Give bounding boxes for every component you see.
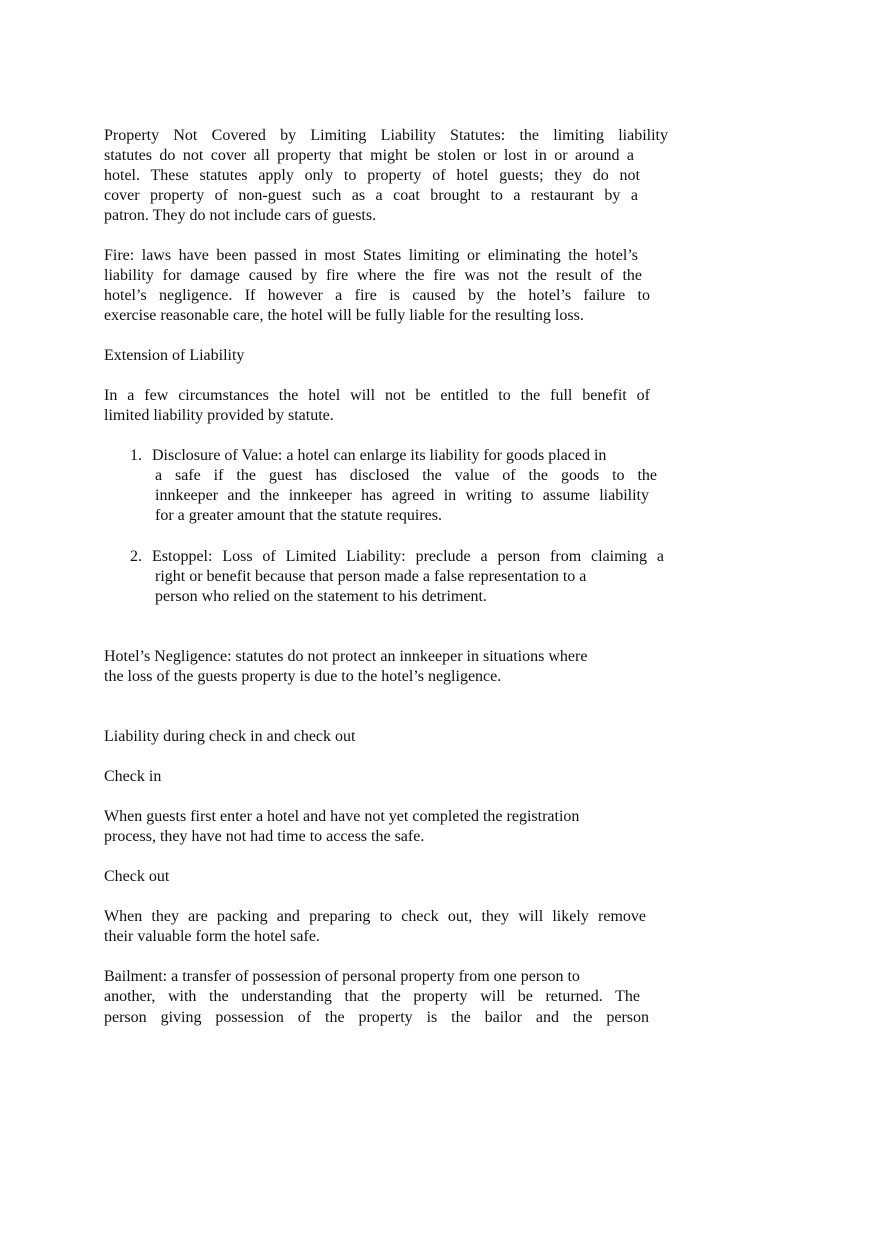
text-line: for a greater amount that the statute requires. (155, 507, 442, 524)
text-line: Disclosure of Value: a hotel can enlarge its liability for goods placed in (152, 447, 607, 464)
text-line: statutes do not cover all property that might be stolen or lost in or around a (104, 147, 634, 164)
text-line: exercise reasonable care, the hotel will be fully liable for the resulting loss. (104, 307, 584, 324)
text-line: process, they have not had time to access the safe. (104, 828, 425, 845)
subheading-check-out: Check out (104, 868, 170, 885)
subheading-check-in: Check in (104, 768, 162, 785)
text-line: limited liability provided by statute. (104, 407, 334, 424)
text-line: the loss of the guests property is due to the hotel’s negligence. (104, 668, 502, 685)
text-line: patron. They do not include cars of guests. (104, 207, 377, 224)
list-number: 2. (130, 548, 142, 565)
text-line: hotel’s negligence. If however a fire is caused by the hotel’s failure to (104, 287, 650, 304)
text-line: their valuable form the hotel safe. (104, 928, 320, 945)
section-heading-extension: Extension of Liability (104, 347, 245, 364)
text-line: a safe if the guest has disclosed the value of the goods to the (155, 467, 657, 484)
text-line: right or benefit because that person made a false representation to a (155, 568, 587, 585)
section-heading-check: Liability during check in and check out (104, 728, 356, 745)
text-line: Fire: laws have been passed in most States limiting or eliminating the hotel’s (104, 247, 638, 264)
text-line: Bailment: a transfer of possession of personal property from one person to (104, 968, 580, 985)
text-line: another, with the understanding that the property will be returned. The (104, 988, 640, 1005)
text-line: hotel. These statutes apply only to property of hotel guests; they do not (104, 167, 640, 184)
text-line: When guests first enter a hotel and have not yet completed the registration (104, 808, 580, 825)
text-line: person giving possession of the property is the bailor and the person (104, 1009, 649, 1026)
text-line: Property Not Covered by Limiting Liability Statutes: the limiting liability (104, 127, 668, 144)
text-line: liability for damage caused by fire where the fire was not the result of the (104, 267, 642, 284)
text-line: person who relied on the statement to his detriment. (155, 588, 487, 605)
text-line: In a few circumstances the hotel will not be entitled to the full benefit of (104, 387, 650, 404)
text-line: Estoppel: Loss of Limited Liability: preclude a person from claiming a (152, 548, 664, 565)
text-line: Hotel’s Negligence: statutes do not protect an innkeeper in situations where (104, 648, 588, 665)
text-line: innkeeper and the innkeeper has agreed in writing to assume liability (155, 487, 649, 504)
text-line: cover property of non-guest such as a coat brought to a restaurant by a (104, 187, 638, 204)
text-line: When they are packing and preparing to check out, they will likely remove (104, 908, 646, 925)
list-number: 1. (130, 447, 142, 464)
